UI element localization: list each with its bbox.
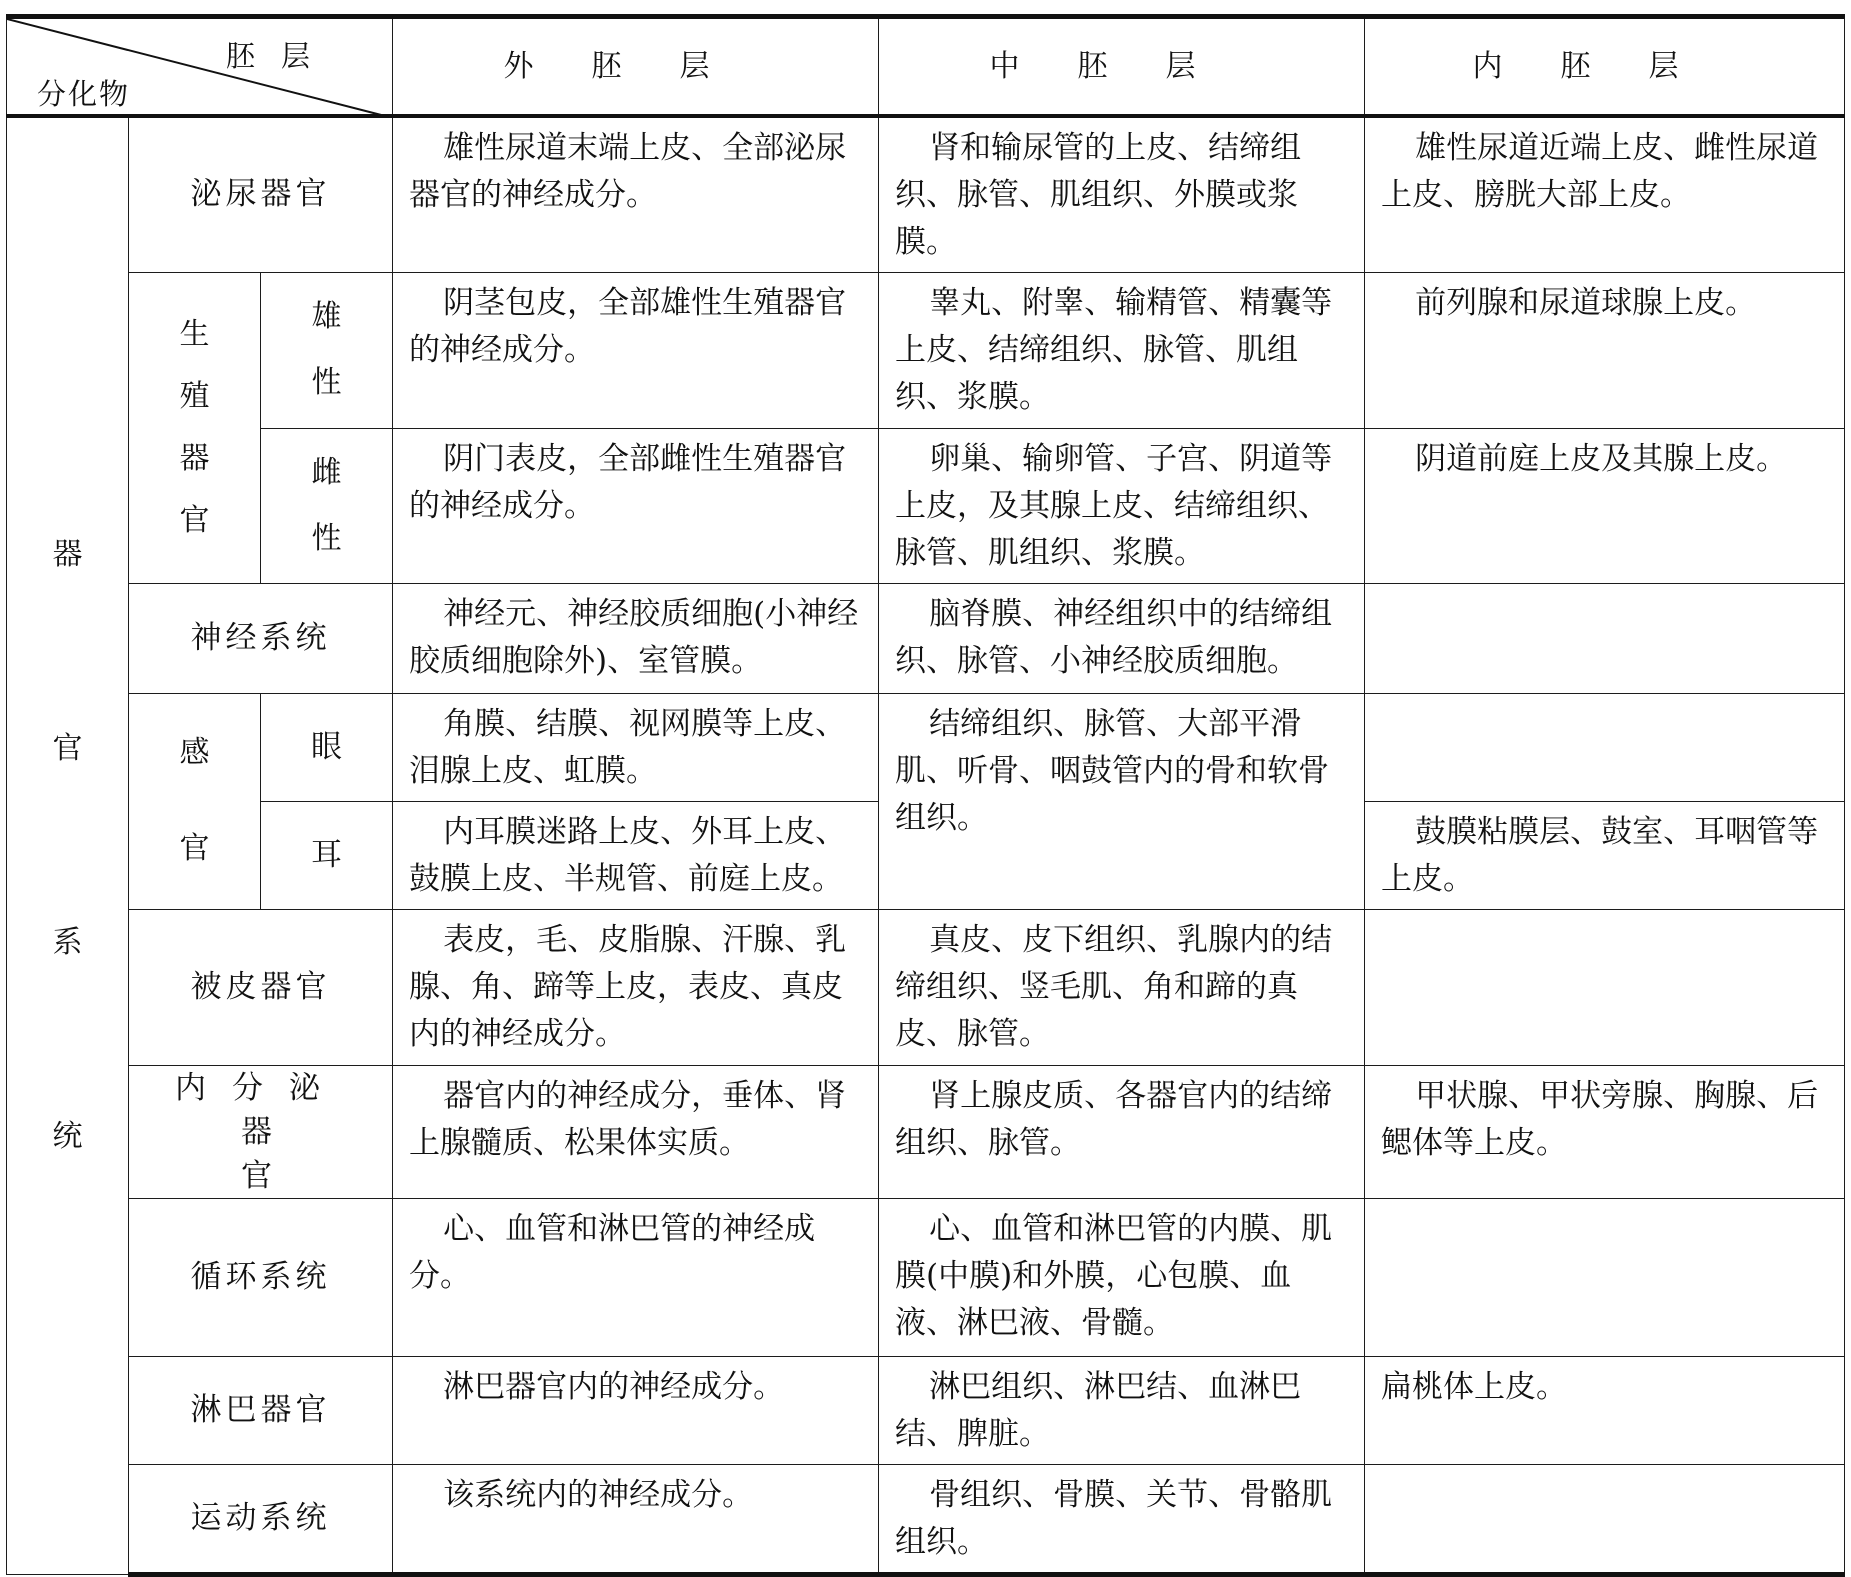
- endocrine-mesoderm: 肾上腺皮质、各器官内的结缔组织、脉管。: [879, 1065, 1365, 1198]
- column-header-endoderm: 内胚层: [1365, 17, 1845, 116]
- table-row: [7, 1065, 1845, 1198]
- table-row: [7, 1198, 1845, 1356]
- circulatory-endoderm: [1365, 1198, 1845, 1356]
- group-label: 器官系统: [52, 536, 83, 1154]
- row-label-reproductive: 生殖器官: [129, 272, 261, 583]
- row-sublabel-ear: 耳: [261, 801, 393, 909]
- corner-label-germ-layer: 胚层: [226, 39, 337, 73]
- ear-endoderm: 鼓膜粘膜层、鼓室、耳咽管等上皮。: [1365, 801, 1845, 909]
- circulatory-mesoderm: 心、血管和淋巴管的内膜、肌膜(中膜)和外膜，心包膜、血液、淋巴液、骨髓。: [879, 1198, 1365, 1356]
- column-header-ectoderm: 外胚层: [393, 17, 879, 116]
- female-mesoderm: 卵巢、输卵管、子宫、阴道等上皮，及其腺上皮、结缔组织、脉管、肌组织、浆膜。: [879, 428, 1365, 583]
- eye-ectoderm: 角膜、结膜、视网膜等上皮、泪腺上皮、虹膜。: [393, 693, 879, 801]
- female-ectoderm: 阴门表皮，全部雌性生殖器官的神经成分。: [393, 428, 879, 583]
- header-row: [7, 17, 1845, 116]
- table-row: [7, 583, 1845, 693]
- row-label-endocrine: 内分泌 器官: [129, 1065, 393, 1198]
- table-row: [7, 909, 1845, 1065]
- row-label-locomotor: 运动系统: [129, 1464, 393, 1574]
- column-header-mesoderm: 中胚层: [879, 17, 1365, 116]
- female-endoderm: 阴道前庭上皮及其腺上皮。: [1365, 428, 1845, 583]
- row-sublabel-female: 雌性: [261, 428, 393, 583]
- integument-ectoderm: 表皮，毛、皮脂腺、汗腺、乳腺、角、蹄等上皮，表皮、真皮内的神经成分。: [393, 909, 879, 1065]
- locomotor-ectoderm: 该系统内的神经成分。: [393, 1464, 879, 1574]
- row-label-integument: 被皮器官: [129, 909, 393, 1065]
- row-label-urinary: 泌尿器官: [129, 116, 393, 273]
- circulatory-ectoderm: 心、血管和淋巴管的神经成分。: [393, 1198, 879, 1356]
- nervous-endoderm: [1365, 583, 1845, 693]
- table-row: [7, 272, 1845, 428]
- germ-layer-derivatives-table: [6, 14, 1845, 1577]
- table-row: [7, 693, 1845, 801]
- row-label-lymphatic: 淋巴器官: [129, 1356, 393, 1464]
- male-mesoderm: 睾丸、附睾、输精管、精囊等上皮、结缔组织、脉管、肌组织、浆膜。: [879, 272, 1365, 428]
- integument-endoderm: [1365, 909, 1845, 1065]
- endocrine-endoderm: 甲状腺、甲状旁腺、胸腺、后鳃体等上皮。: [1365, 1065, 1845, 1198]
- urinary-endoderm: 雄性尿道近端上皮、雌性尿道上皮、膀胱大部上皮。: [1365, 116, 1845, 273]
- nervous-ectoderm: 神经元、神经胶质细胞(小神经胶质细胞除外)、室管膜。: [393, 583, 879, 693]
- urinary-ectoderm: 雄性尿道末端上皮、全部泌尿器官的神经成分。: [393, 116, 879, 273]
- lymphatic-mesoderm: 淋巴组织、淋巴结、血淋巴结、脾脏。: [879, 1356, 1365, 1464]
- row-label-nervous: 神经系统: [129, 583, 393, 693]
- corner-header-cell: [7, 17, 393, 116]
- nervous-mesoderm: 脑脊膜、神经组织中的结缔组织、脉管、小神经胶质细胞。: [879, 583, 1365, 693]
- row-sublabel-male: 雄性: [261, 272, 393, 428]
- table-row: [7, 116, 1845, 273]
- table-row: [7, 1356, 1845, 1464]
- table-row: [7, 428, 1845, 583]
- row-label-circulatory: 循环系统: [129, 1198, 393, 1356]
- sensory-mesoderm: 结缔组织、脉管、大部平滑肌、听骨、咽鼓管内的骨和软骨组织。: [879, 693, 1365, 909]
- male-ectoderm: 阴茎包皮，全部雄性生殖器官的神经成分。: [393, 272, 879, 428]
- locomotor-endoderm: [1365, 1464, 1845, 1574]
- group-label-cell: [7, 116, 129, 1575]
- eye-endoderm: [1365, 693, 1845, 801]
- locomotor-mesoderm: 骨组织、骨膜、关节、骨骼肌组织。: [879, 1464, 1365, 1574]
- lymphatic-endoderm: 扁桃体上皮。: [1365, 1356, 1845, 1464]
- corner-label-derivatives: 分化物: [37, 77, 131, 111]
- endocrine-ectoderm: 器官内的神经成分，垂体、肾上腺髓质、松果体实质。: [393, 1065, 879, 1198]
- male-endoderm: 前列腺和尿道球腺上皮。: [1365, 272, 1845, 428]
- integument-mesoderm: 真皮、皮下组织、乳腺内的结缔组织、竖毛肌、角和蹄的真皮、脉管。: [879, 909, 1365, 1065]
- ear-ectoderm: 内耳膜迷路上皮、外耳上皮、鼓膜上皮、半规管、前庭上皮。: [393, 801, 879, 909]
- table-row: [7, 1464, 1845, 1574]
- row-label-sensory: 感官: [129, 693, 261, 909]
- urinary-mesoderm: 肾和输尿管的上皮、结缔组织、脉管、肌组织、外膜或浆膜。: [879, 116, 1365, 273]
- lymphatic-ectoderm: 淋巴器官内的神经成分。: [393, 1356, 879, 1464]
- row-sublabel-eye: 眼: [261, 693, 393, 801]
